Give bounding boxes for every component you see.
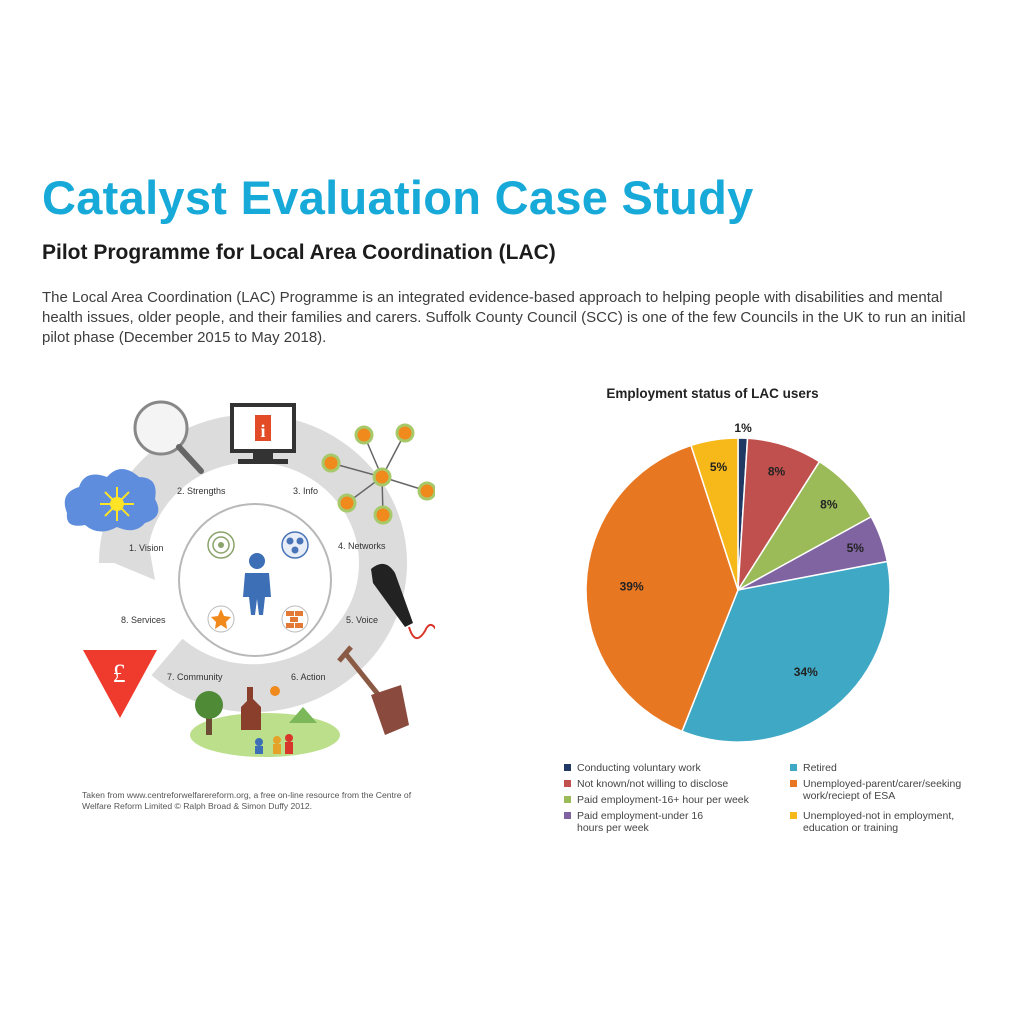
legend-swatch [564,796,571,803]
step-label-voice: 5. Voice [346,615,379,625]
legend-label: Unemployed-parent/carer/seeking work/reciept of ESA [803,778,962,802]
image-credit: Taken from www.centreforwelfarereform.org, a free on-line resource from the Centre of Welfare Reform Limited © Ralph Broad & Simon Duffy 2012. [82,790,412,811]
step-label-networks: 4. Networks [338,541,386,551]
lac-cycle-diagram [55,395,435,770]
spade-icon [339,647,409,735]
step-label-action: 6. Action [291,672,326,682]
legend-item [564,778,774,790]
group-icon [282,532,308,558]
legend-label: Unemployed-not in employment, education or training [803,810,955,834]
legend-swatch [564,812,571,819]
legend-item [564,762,774,774]
chart-title: Employment status of LAC users [606,386,819,401]
legend-label: Paid employment-16+ hour per week [577,794,749,806]
page-title: Catalyst Evaluation Case Study [42,171,754,224]
legend-item [790,778,980,802]
pie-data-label: 39% [619,579,644,594]
employment-pie-chart [560,410,900,750]
step-label-community: 7. Community [167,672,223,682]
legend-label: Conducting voluntary work [577,762,701,774]
step-label-strengths: 2. Strengths [177,486,226,496]
pie-data-label: 1% [734,421,752,436]
pie-data-label: 8% [820,497,838,512]
intro-paragraph: The Local Area Coordination (LAC) Programme is an integrated evidence-based approach to helping people with disabilities and mental health issues, older people, and their families and carers. Suffolk County Council (SCC) is one of the few Councils in the UK to run an initial pilot phase (December 2015 to May 2018). [42,289,966,346]
sun-cloud-icon [65,469,159,532]
pie-data-label: 5% [846,540,864,555]
pie-data-label: 34% [793,664,818,679]
pound-icon [83,650,157,718]
star-icon [208,606,234,632]
step-label-vision: 1. Vision [129,543,164,553]
page-subtitle: Pilot Programme for Local Area Coordination (LAC) [42,241,556,264]
legend-swatch [790,764,797,771]
legend-swatch [564,764,571,771]
legend-swatch [564,780,571,787]
pie-data-label: 5% [709,459,728,474]
step-label-services: 8. Services [121,615,166,625]
info-glyph: i [260,421,266,441]
step-label-info: 3. Info [293,486,319,496]
pie-data-label: 8% [767,464,786,479]
legend-item [564,810,714,834]
bricks-icon [282,606,308,632]
legend-label: Retired [803,762,837,774]
legend-swatch [790,780,797,787]
legend-label: Not known/not willing to disclose [577,778,729,790]
pound-glyph: £ [112,659,126,688]
legend-item [790,762,980,774]
legend-label: Paid employment-under 16 hours per week [577,810,704,834]
legend-item [564,794,774,806]
legend-item [790,810,980,834]
legend-swatch [790,812,797,819]
